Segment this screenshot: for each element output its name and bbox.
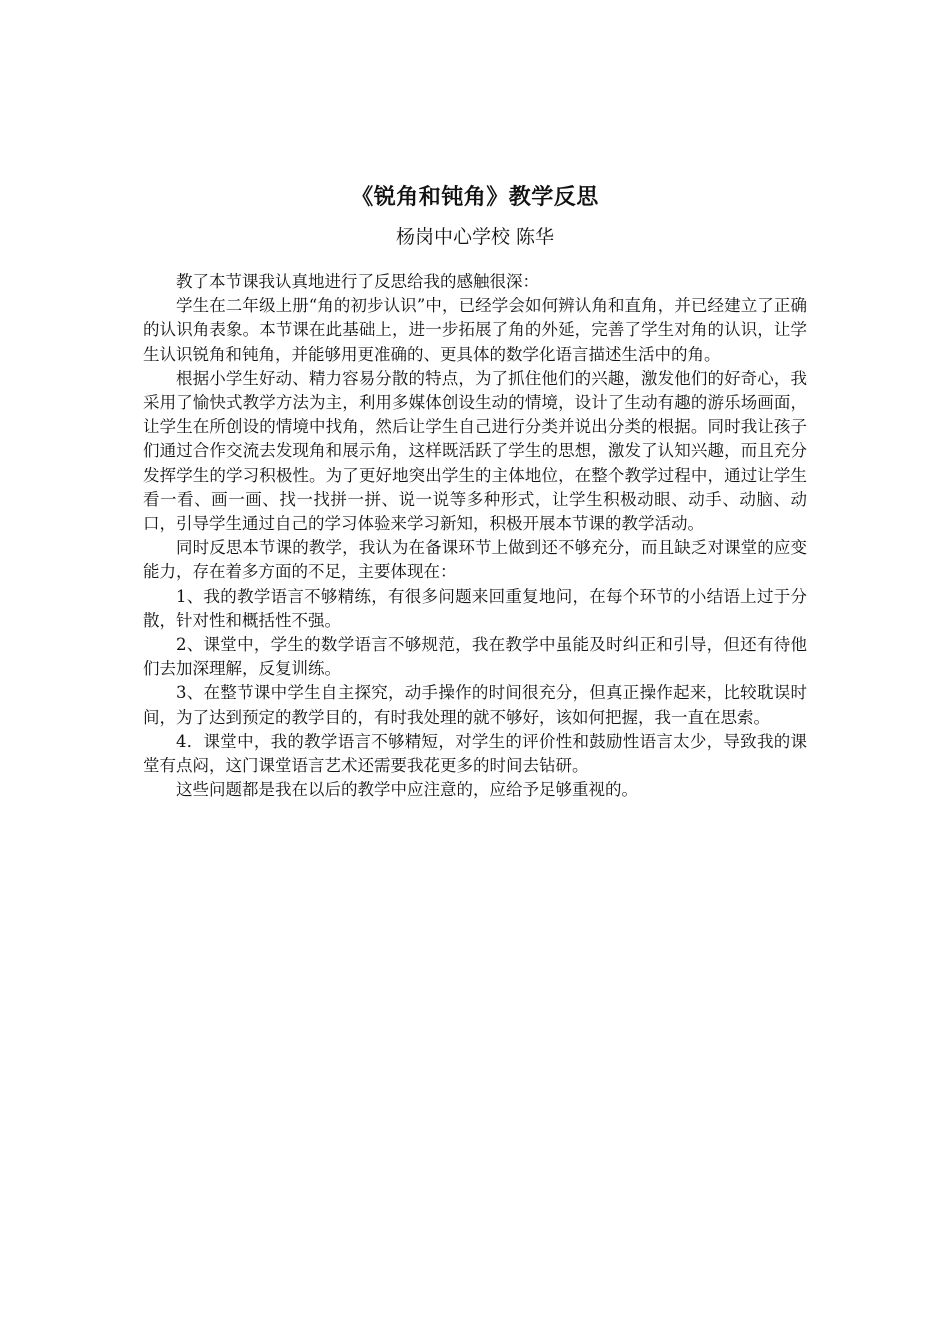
document-author: 杨岗中心学校 陈华 <box>395 226 555 248</box>
paragraph: 4．课堂中，我的教学语言不够精短，对学生的评价性和鼓励性语言太少，导致我的课堂有点闷，这门课堂语言艺术还需要我花更多的时间去钻研。 <box>143 731 807 776</box>
document-title: 《锐角和钝角》教学反思 <box>351 185 599 210</box>
paragraph: 教了本节课我认真地进行了反思给我的感触很深： <box>176 272 539 291</box>
paragraph: 3、在整节课中学生自主探究，动手操作的时间很充分，但真正操作起来，比较耽误时间，为了达到预定的教学目的，有时我处理的就不够好，该如何把握，我一直在思索。 <box>143 683 807 727</box>
paragraph: 学生在二年级上册“角的初步认识”中，已经学会如何辨认角和直角，并已经建立了正确的认识角表象。本节课在此基础上，进一步拓展了角的外延，完善了学生对角的认识，让学生认识锐角和钝角，并能够用更准确的、更具体的数学化语言描述生活中的角。 <box>143 296 807 364</box>
paragraph: 同时反思本节课的教学，我认为在备课环节上做到还不够充分，而且缺乏对课堂的应变能力，存在着多方面的不足，主要体现在： <box>143 538 807 582</box>
paragraph: 2、课堂中，学生的数学语言不够规范，我在教学中虽能及时纠正和引导，但还有待他们去加深理解，反复训练。 <box>143 635 807 679</box>
paragraph: 根据小学生好动、精力容易分散的特点，为了抓住他们的兴趣，激发他们的好奇心，我采用了愉快式教学方法为主，利用多媒体创设生动的情境，设计了生动有趣的游乐场画面，让学生在所创设的情境中找角，然后让学生自己进行分类并说出分类的根据。同时我让孩子们通过合作交流去发现角和展示角，这样既活跃了学生的思想，激发了认知兴趣，而且充分发挥学生的学习积极性。为了更好地突出学生的主体地位，在整个教学过程中，通过让学生看一看、画一画、找一找拼一拼、说一说等多种形式，让学生积极动眼、动手、动脑、动口，引导学生通过自己的学习体验来学习新知，积极开展本节课的教学活动。 <box>143 368 807 534</box>
document-body <box>143 270 807 802</box>
paragraph: 1、我的教学语言不够精练，有很多问题来回重复地问，在每个环节的小结语上过于分散，针对性和概括性不强。 <box>143 586 807 630</box>
paragraph: 这些问题都是我在以后的教学中应注意的，应给予足够重视的。 <box>176 780 638 800</box>
